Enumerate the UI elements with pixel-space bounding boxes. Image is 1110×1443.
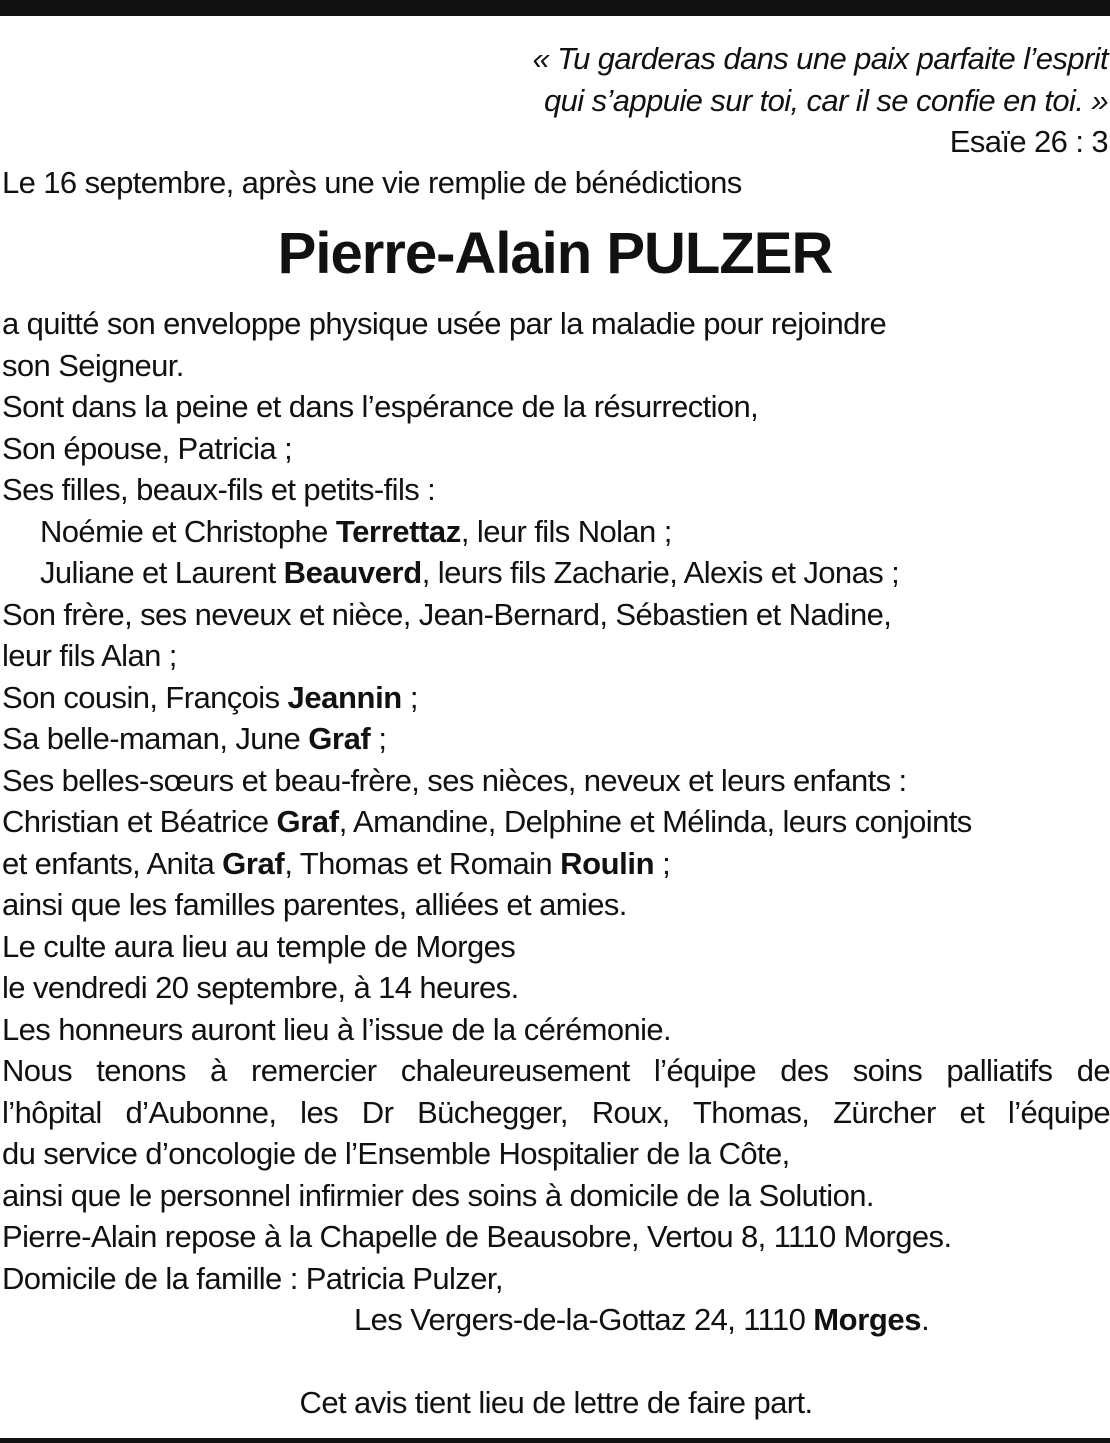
body-line: Pierre-Alain repose à la Chapelle de Beausobre, Vertou 8, 1110 Morges.	[2, 1219, 952, 1254]
family-surname: Terrettaz	[335, 513, 461, 549]
address-line	[2, 1299, 1110, 1341]
body-line: Sont dans la peine et dans l’espérance de la résurrection,	[2, 389, 759, 424]
family-line	[2, 843, 1110, 885]
family-text: et enfants, Anita	[2, 845, 223, 881]
family-text: , leurs fils Zacharie, Alexis et Jonas ;	[421, 555, 900, 590]
family-text: , Thomas et Romain	[284, 845, 561, 881]
family-text: Son cousin, François	[2, 679, 288, 715]
body-line: l’hôpital d’Aubonne, les Dr Büchegger, Roux, Thomas, Zürcher et l’équipe	[2, 1094, 1110, 1130]
body-line: son Seigneur.	[2, 347, 184, 383]
address-text: Les Vergers-de-la-Gottaz 24, 1110	[354, 1302, 814, 1337]
family-line	[2, 801, 1110, 843]
family-text: ;	[654, 845, 671, 881]
body-line: Le culte aura lieu au temple de Morges	[2, 928, 516, 964]
body-line: Son frère, ses neveux et nièce, Jean-Bernard, Sébastien et Nadine,	[2, 596, 892, 632]
body-line: du service d’oncologie de l’Ensemble Hospitalier de la Côte,	[2, 1136, 790, 1171]
body-line: le vendredi 20 septembre, à 14 heures.	[2, 970, 519, 1005]
family-text: , leur fils Nolan ;	[460, 513, 672, 549]
body-line: a quitté son enveloppe physique usée par la maladie pour rejoindre	[2, 306, 887, 341]
family-surname: Graf	[308, 721, 371, 756]
body-line: Son épouse, Patricia ;	[2, 430, 293, 466]
body-line: Ses filles, beaux-fils et petits-fils :	[2, 472, 436, 507]
family-surname: Graf	[276, 804, 339, 839]
closing-line: Cet avis tient lieu de lettre de faire part.	[299, 1385, 813, 1420]
body-line: Nous tenons à remercier chaleureusement l’équipe des soins palliatifs de	[2, 1053, 1110, 1088]
quote-line-1: « Tu garderas dans une paix parfaite l’esprit	[532, 41, 1108, 76]
family-line	[2, 677, 1110, 719]
notice-body	[2, 303, 1110, 1424]
family-line	[2, 718, 1110, 760]
body-line: Ses belles-sœurs et beau-frère, ses nièces, neveux et leurs enfants :	[2, 762, 907, 798]
family-text: Juliane et Laurent	[40, 555, 284, 590]
body-line: Domicile de la famille : Patricia Pulzer,	[2, 1260, 503, 1296]
family-text: Christian et Béatrice	[2, 804, 277, 839]
body-line: leur fils Alan ;	[2, 638, 177, 673]
body-line: ainsi que le personnel infirmier des soins à domicile de la Solution.	[2, 1177, 874, 1213]
address-city: Morges	[813, 1302, 922, 1337]
family-surname: Graf	[222, 845, 285, 881]
bottom-rule	[0, 1438, 1110, 1443]
family-text: ;	[370, 721, 387, 756]
family-text: , Amandine, Delphine et Mélinda, leurs conjoints	[338, 804, 972, 839]
top-rule	[0, 0, 1110, 16]
family-surname: Jeannin	[287, 679, 402, 715]
deceased-name: Pierre-Alain PULZER	[277, 221, 833, 286]
spacer	[2, 1341, 1110, 1383]
quote-line-2: qui s’appuie sur toi, car il se confie en toi. »	[544, 83, 1108, 118]
quote-reference: Esaïe 26 : 3	[949, 124, 1108, 159]
bible-quote	[348, 38, 1108, 122]
family-text: Sa belle-maman, June	[2, 721, 309, 756]
family-text: Noémie et Christophe	[40, 513, 336, 549]
body-line: Les honneurs auront lieu à l’issue de la cérémonie.	[2, 1011, 672, 1047]
body-line: ainsi que les familles parentes, alliées et amies.	[2, 887, 627, 922]
family-line	[2, 552, 1110, 594]
family-line	[2, 511, 1110, 553]
family-text: ;	[401, 679, 418, 715]
intro-line: Le 16 septembre, après une vie remplie de bénédictions	[2, 165, 742, 200]
family-surname: Beauverd	[283, 555, 422, 590]
family-surname: Roulin	[560, 845, 655, 881]
address-text: .	[921, 1302, 930, 1337]
